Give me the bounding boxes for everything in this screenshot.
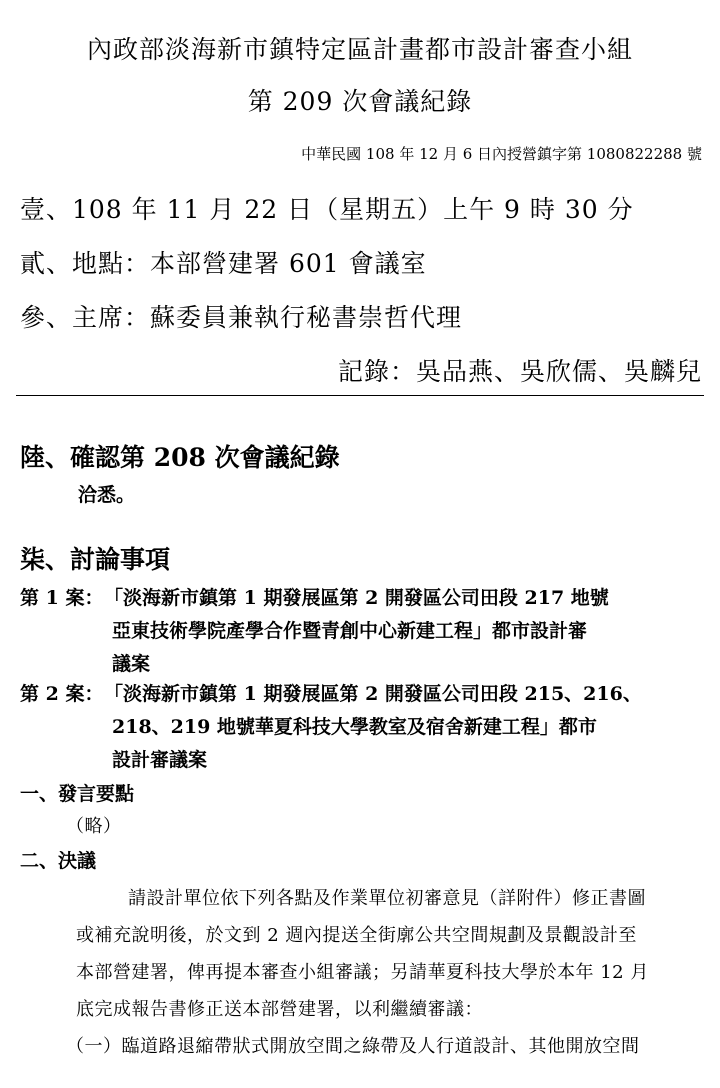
section7-heading: 柒、討論事項 — [20, 545, 171, 574]
horizontal-divider — [16, 395, 704, 396]
resolution-line: 請設計單位依下列各點及作業單位初審意見（詳附件）修正書圖 — [128, 888, 646, 909]
speech-points-heading: 一、發言要點 — [20, 783, 135, 805]
case1-line: 亞東技術學院產學合作暨青創中心新建工程」都市設計審 — [112, 620, 588, 642]
case2-line: 「淡海新市鎮第 1 期發展區第 2 開發區公司田段 215、216、 — [104, 683, 642, 705]
case1-label: 第 1 案： — [20, 587, 104, 609]
resolution-line: 或補充說明後，於文到 2 週內提送全街廓公共空間規劃及景觀設計至 — [76, 925, 637, 946]
resolution-line: 本部營建署，俾再提本審查小組審議；另請華夏科技大學於本年 12 月 — [76, 962, 649, 983]
section6-body: 洽悉。 — [78, 484, 136, 506]
section6-heading: 陸、確認第 208 次會議紀錄 — [20, 443, 340, 472]
speech-points-body: （略） — [66, 816, 122, 837]
case2-label: 第 2 案： — [20, 683, 104, 705]
case1-line: 議案 — [112, 653, 151, 675]
resolution-item-1: （一）臨道路退縮帶狀式開放空間之綠帶及人行道設計、其他開放空間 — [66, 1036, 640, 1057]
document-title: 內政部淡海新市鎮特定區計畫都市設計審查小組 — [86, 35, 633, 64]
meeting-date: 壹、108 年 11 月 22 日（星期五）上午 9 時 30 分 — [20, 195, 634, 224]
meeting-location: 貳、地點：本部營建署 601 會議室 — [20, 249, 427, 278]
case1-line: 「淡海新市鎮第 1 期發展區第 2 開發區公司田段 217 地號 — [104, 587, 609, 609]
case2-line: 設計審議案 — [112, 749, 208, 771]
resolution-line: 底完成報告書修正送本部營建署，以利繼續審議： — [76, 999, 483, 1020]
case2-line: 218、219 地號華夏科技大學教室及宿舍新建工程」都市 — [112, 716, 597, 738]
meeting-recorder: 記錄：吳品燕、吳欣儒、吳麟兒 — [337, 357, 702, 386]
reference-number: 中華民國 108 年 12 月 6 日內授營鎮字第 1080822288 號 — [301, 145, 702, 163]
resolution-heading: 二、決議 — [20, 850, 97, 872]
meeting-chair: 參、主席：蘇委員兼執行秘書崇哲代理 — [20, 303, 463, 332]
meeting-number-title: 第 209 次會議紀錄 — [247, 87, 473, 116]
